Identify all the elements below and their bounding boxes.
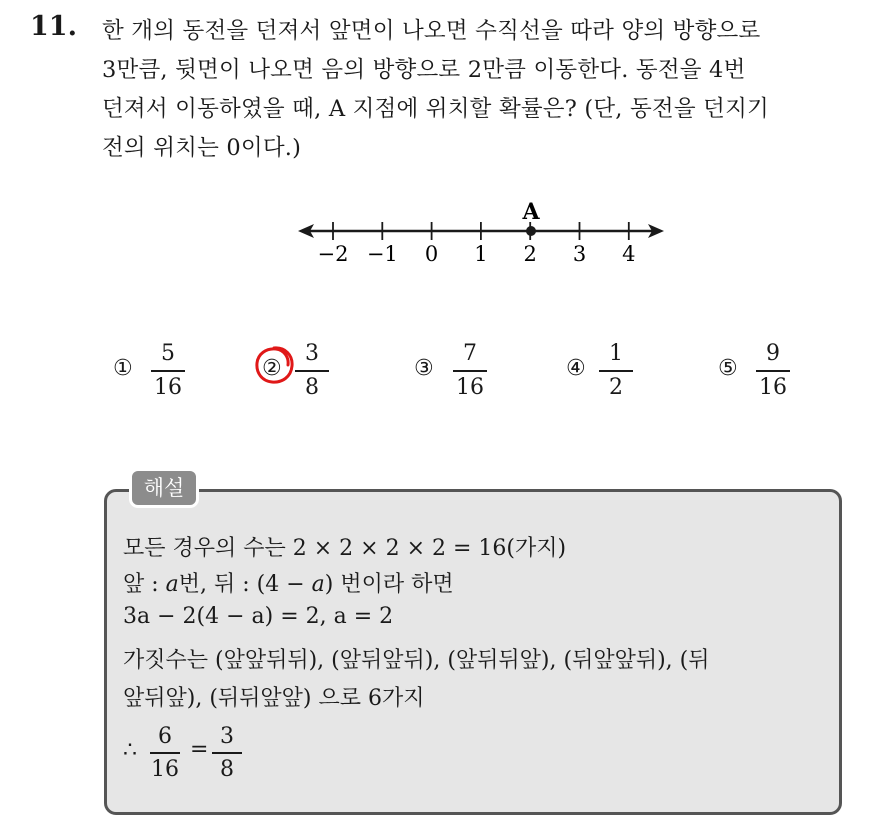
question-line-4: 전의 위치는 0이다.) [102,135,302,161]
solution-line-2-c: ) 번이라 하면 [324,572,454,597]
choice-2[interactable] [262,340,342,404]
number-line-ticks [318,222,636,266]
choice-1-numerator: 5 [161,341,175,366]
choice-5-mark: ⑤ [718,356,738,381]
question-line-1: 한 개의 동전을 던져서 앞면이 나오면 수직선을 따라 양의 방향으로 [102,18,761,44]
point-a-dot [526,226,536,236]
therefore-symbol: ∴ [123,738,137,763]
result-fraction-1-denominator: 16 [151,757,179,782]
fraction-bar [453,370,487,372]
choice-1-denominator: 16 [154,375,182,400]
choice-1[interactable] [113,340,193,404]
solution-line-4: 가짓수는 (앞앞뒤뒤), (앞뒤앞뒤), (앞뒤뒤앞), (뒤앞앞뒤), (뒤 [123,648,710,673]
solution-line-1: 모든 경우의 수는 2 × 2 × 2 × 2 = 16(가지) [123,536,567,561]
tick-label: 0 [424,242,439,266]
tick-label: −2 [317,242,349,266]
choice-1-mark: ① [113,356,133,381]
tick-label: 3 [572,242,587,266]
question-line-3: 던져서 이동하였을 때, A 지점에 위치할 확률은? (단, 동전을 던지기 [102,96,769,122]
choice-5-numerator: 9 [766,341,780,366]
choice-2-denominator: 8 [305,375,319,400]
choice-4-numerator: 1 [609,341,623,366]
solution-tab: 해설 [129,468,199,508]
result-fraction-1 [148,723,182,783]
choice-4[interactable] [566,340,646,404]
fraction-bar [212,752,242,754]
result-fraction-2-numerator: 3 [220,724,234,749]
choice-4-denominator: 2 [609,375,623,400]
choice-4-mark: ④ [566,356,586,381]
point-a-label: A [522,199,540,225]
solution-line-5: 앞뒤앞), (뒤뒤앞앞) 으로 6가지 [123,686,425,711]
fraction-bar [599,370,633,372]
choice-3[interactable] [414,340,494,404]
solution-line-2-b: 번, 뒤 : (4 − [178,572,312,597]
variable-a: a [165,572,179,597]
question-line-2: 3만큼, 뒷면이 나오면 음의 방향으로 2만큼 이동한다. 동전을 4번 [102,57,746,83]
choice-3-numerator: 7 [463,341,477,366]
choice-3-mark: ③ [414,356,434,381]
choice-5[interactable] [718,340,798,404]
question-number: 11. [30,11,77,42]
fraction-bar [150,752,180,754]
solution-line-2-a: 앞 : [123,572,166,597]
choice-1-fraction [148,340,188,402]
tick-label: −1 [366,242,398,266]
variable-a: a [311,572,325,597]
tick-label: 1 [474,242,488,266]
tick-label: 2 [523,242,537,266]
choice-4-fraction [596,340,636,402]
solution-line-3: 3a − 2(4 − a) = 2, a = 2 [123,604,394,629]
result-fraction-2-denominator: 8 [220,757,234,782]
number-line-figure [288,190,678,270]
choice-3-denominator: 16 [456,375,484,400]
fraction-bar [295,370,329,372]
choice-2-mark: ② [262,356,282,381]
choice-3-fraction [450,340,490,402]
tick-label: 4 [622,242,636,266]
fraction-bar [756,370,790,372]
equals-sign: = [190,737,209,762]
result-fraction-1-numerator: 6 [158,724,172,749]
result-fraction-2 [210,723,244,783]
choice-2-fraction [292,340,332,402]
solution-line-2 [123,567,454,598]
choice-5-fraction [753,340,793,402]
choice-5-denominator: 16 [759,375,787,400]
choice-2-numerator: 3 [305,341,319,366]
fraction-bar [151,370,185,372]
